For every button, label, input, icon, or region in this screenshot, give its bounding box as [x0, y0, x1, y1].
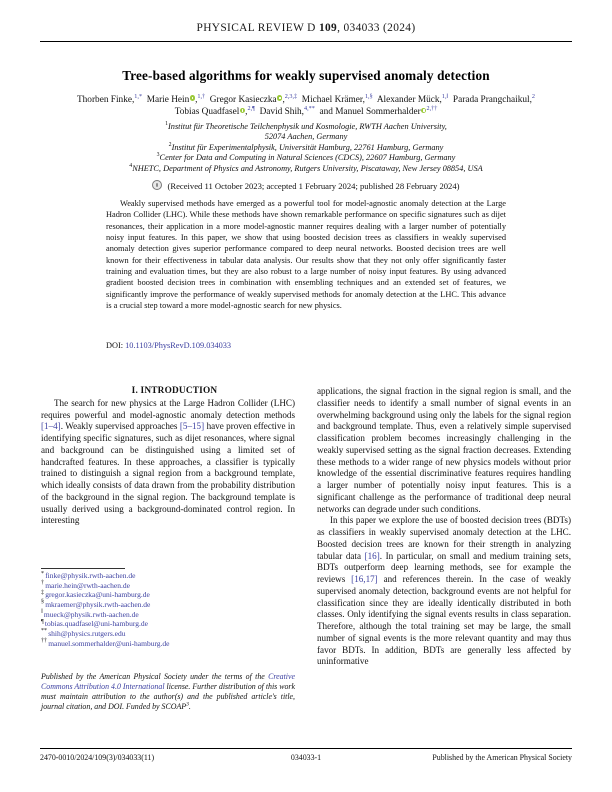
received-text: (Received 11 October 2023; accepted 1 February 2024; published 28 February 2024) — [167, 181, 460, 191]
copyright-notice — [41, 672, 295, 712]
license-link[interactable]: Creative Commons Attribution 4.0 International — [41, 672, 295, 692]
author-comma: , — [282, 95, 285, 105]
author-line-2 — [40, 106, 572, 118]
citation-link[interactable]: [16,17] — [351, 574, 378, 584]
scoap-superscript: 3 — [186, 701, 189, 708]
affiliation-text: Center for Data and Computing in Natural Sciences (CDCS), 22607 Hamburg, Germany — [159, 153, 456, 163]
author-name: and Manuel Sommerhalder — [319, 107, 421, 118]
footnote-item — [41, 619, 295, 629]
author-affiliation-marker[interactable]: 1,‖ — [441, 92, 449, 100]
affiliation-item — [40, 153, 572, 163]
copyright-text-2: license. Further distribution of this work must maintain attribution to the author(s) and the published article's title, journal citation, and DOI. Funded by SCOAP — [41, 682, 295, 712]
text-run: The search for new physics at the Large Hadron Collider (LHC) requires powerful and model-agnostic anomaly detection methods — [41, 397, 295, 420]
footer-page-number: 034033-1 — [290, 753, 322, 762]
author-entry — [146, 92, 206, 105]
section-heading-introduction: I. INTRODUCTION — [131, 386, 218, 396]
footnote-email-link[interactable]: tobias.quadfasel@uni-hamburg.de — [44, 619, 148, 629]
citation-link[interactable]: [16] — [364, 550, 380, 561]
author-name: Alexander Mück, — [376, 95, 442, 105]
author-name: Tobias Quadfasel — [174, 107, 240, 118]
footnote-email-link[interactable]: shih@physics.rutgers.edu — [48, 628, 126, 638]
affiliation-item — [40, 122, 572, 132]
footnote-marker: ** — [41, 628, 47, 635]
author-name: Parada Prangchaikul, — [452, 95, 532, 105]
footnote-item — [41, 610, 295, 620]
journal-article-number: 034033 — [343, 22, 380, 34]
footer-divider — [40, 748, 572, 749]
affiliation-text: NHETC, Department of Physics and Astronomy, Rutgers University, Piscataway, New Jersey 08854, USA — [132, 163, 483, 173]
journal-volume: 109 — [318, 22, 338, 34]
text-run: In this paper we explore the use of boosted decision trees (BDTs) as classifiers in weakly supervised anomaly detection at the LHC. Boosted decision trees are known for their strength in analyzing tabular data — [317, 515, 571, 561]
affiliation-item — [40, 132, 572, 142]
footnote-email-link[interactable]: marie.hein@rwth-aachen.de — [45, 580, 130, 590]
page-title: Tree-based algorithms for weakly supervised anomaly detection — [122, 68, 490, 83]
footnote-marker: ¶ — [41, 618, 44, 625]
author-entry — [260, 107, 315, 117]
affiliation-list — [40, 122, 572, 174]
footnote-email-link[interactable]: mueck@physik.rwth-aachen.de — [43, 609, 139, 619]
affiliation-number: 1 — [165, 121, 169, 128]
affiliation-number: 4 — [129, 162, 133, 169]
affiliation-number: 2 — [168, 142, 172, 149]
author-affiliation-marker[interactable]: 4,** — [304, 105, 315, 113]
author-entry — [301, 92, 373, 105]
author-list — [40, 94, 572, 119]
text-run: have proven effective in identifying specific signatures, such as dijet resonances, where signal and background can be distinguished using a limited set of handcrafted features. In these approaches, a classifier is typically trained to distinguish a signal region from a background template, which ideally consists of data drawn from the probability distribution of the background in the signal region. The background template is usually derived using a background-dominated control region. In interesting — [41, 421, 295, 526]
author-name: Gregor Kasieczka — [209, 95, 277, 105]
footnote-item — [41, 629, 295, 639]
author-entry — [452, 92, 536, 105]
paragraph-right-2 — [317, 515, 571, 668]
footnote-marker: § — [41, 599, 44, 606]
author-affiliation-marker[interactable]: 1,† — [197, 92, 206, 100]
paragraph-left-1 — [41, 398, 295, 527]
affiliation-text: 52074 Aachen, Germany — [264, 132, 348, 142]
journal-name: PHYSICAL REVIEW D — [196, 22, 316, 34]
journal-comma: , — [337, 22, 341, 34]
author-affiliation-marker[interactable]: 2,3,‡ — [284, 92, 298, 100]
footnote-email-link[interactable]: finke@physik.rwth-aachen.de — [45, 571, 136, 580]
orcid-icon[interactable] — [190, 95, 195, 100]
journal-header — [40, 22, 572, 34]
copyright-text-1: Published by the American Physical Society under the terms of the — [41, 672, 269, 681]
affiliation-text: Institut für Theoretische Teilchenphysik und Kosmologie, RWTH Aachen University, — [168, 122, 447, 131]
footnote-item — [41, 590, 295, 600]
author-affiliation-marker[interactable]: 1,§ — [364, 92, 373, 100]
doi-label: DOI: — [106, 341, 124, 350]
author-comma: , — [245, 107, 248, 118]
journal-year: (2024) — [383, 22, 416, 34]
footnote-emails — [41, 571, 295, 648]
citation-link[interactable]: [5–15] — [179, 421, 205, 432]
footer-issn: 2470-0010/2024/109(3)/034033(11) — [40, 753, 155, 762]
abstract-text: Weakly supervised methods have emerged as a powerful tool for model-agnostic anomaly detection at the Large Hadron Collider (LHC). While these methods have shown remarkable performance on specific signatures such as dijet resonances, their application in a more model-agnostic manner requires dealing with a larger number of potentially noisy input features. In this paper, we show that using boosted decision trees as classifiers in weakly supervised anomaly detection gives superior performance compared to deep neural networks. Boosted decision trees are well known for their effectiveness in tabular data analysis. Our results show that they not only offer significantly faster training and evaluation times, but they are also robust to a large number of noisy input features. By using advanced gradient boosted decision trees in combination with ensembling techniques and an extended set of features, we significantly improve the performance of weakly supervised methods for anomaly detection at the LHC. This advance is a crucial step toward a more model-agnostic search for new physics. — [106, 199, 506, 311]
orcid-icon[interactable] — [277, 95, 282, 100]
affiliation-item — [40, 164, 572, 174]
column-right — [317, 386, 571, 668]
footnote-item — [41, 639, 295, 649]
orcid-icon[interactable] — [240, 108, 245, 113]
page-footer — [40, 753, 572, 762]
author-affiliation-marker[interactable]: 2 — [531, 92, 536, 100]
paragraph-right-1: applications, the signal fraction in the signal region is small, and the classifier needs to identify a small number of signal events in an overwhelming background using only the labels for the signal region and background template. Thus, even a relatively simple supervised classification problem becomes increasingly challenging in the weakly supervised setting as the signal fraction decreases. Extending these methods to a wider range of new physics models without prior knowledge of the essential discriminative features requires handling a larger number of potentially noisy input features. This is a significant challenge as the performance of traditional deep neural networks can degrade under such conditions. — [317, 386, 571, 514]
text-run: . In particular, on small and medium training sets, BDTs outperform deep learning methods, see for example the reviews — [317, 550, 571, 584]
footnote-marker: ‡ — [41, 589, 44, 596]
affiliation-text: Institut für Experimentalphysik, Universität Hamburg, 22761 Hamburg, Germany — [171, 142, 444, 152]
footnote-marker: ‖ — [41, 609, 43, 616]
footer-publisher: Published by the American Physical Society — [432, 753, 572, 762]
footnote-email-link[interactable]: gregor.kasieczka@uni-hamburg.de — [45, 590, 150, 600]
author-name: Marie Hein — [146, 95, 190, 105]
header-divider — [40, 41, 572, 42]
footnote-item — [41, 581, 295, 591]
abstract — [106, 198, 506, 311]
affiliation-item — [40, 143, 572, 153]
author-name: Michael Krämer, — [301, 95, 365, 105]
author-comma: , — [195, 95, 198, 105]
citation-link[interactable]: [1–4] — [41, 421, 61, 432]
crossmark-icon[interactable] — [152, 180, 162, 190]
author-entry — [76, 92, 143, 105]
author-affiliation-marker[interactable]: 2,¶ — [247, 105, 255, 113]
author-entry — [319, 107, 437, 117]
footnote-email-link[interactable]: manuel.sommerhalder@uni-hamburg.de — [48, 638, 170, 648]
author-affiliation-marker[interactable]: 2,†† — [426, 105, 438, 113]
column-left — [41, 386, 295, 527]
footnote-email-link[interactable]: mkraemer@physik.rwth-aachen.de — [45, 599, 151, 609]
footnote-item — [41, 600, 295, 610]
footnote-marker: * — [41, 570, 44, 577]
author-name: Thorben Finke, — [76, 95, 135, 105]
author-affiliation-marker[interactable]: 1,* — [134, 92, 143, 100]
footnote-divider — [41, 568, 125, 569]
text-run: and references therein. In the case of weakly supervised anomaly detection, background events are not helpful for classification since they are ideally identically distributed in both classes. Only identifying the signal events results in class separation. Therefore, although the total training set may be large, the small number of signal events is the more relevant quantity and may thus favor BDTs. In addition, BDTs are generally less affected by uninformative — [317, 574, 571, 667]
author-entry — [209, 92, 298, 105]
doi-line — [106, 341, 231, 350]
footnote-marker: † — [41, 580, 44, 587]
text-run: . Weakly supervised approaches — [60, 421, 180, 432]
author-name: David Shih, — [259, 107, 304, 118]
affiliation-number: 3 — [156, 152, 160, 159]
publication-dates — [40, 180, 572, 191]
copyright-text-3: . — [188, 702, 191, 712]
footnote-item — [41, 571, 295, 581]
author-entry — [376, 92, 449, 105]
footnote-marker: †† — [41, 638, 47, 645]
author-entry — [175, 107, 255, 117]
doi-link[interactable]: 10.1103/PhysRevD.109.034033 — [125, 341, 232, 350]
